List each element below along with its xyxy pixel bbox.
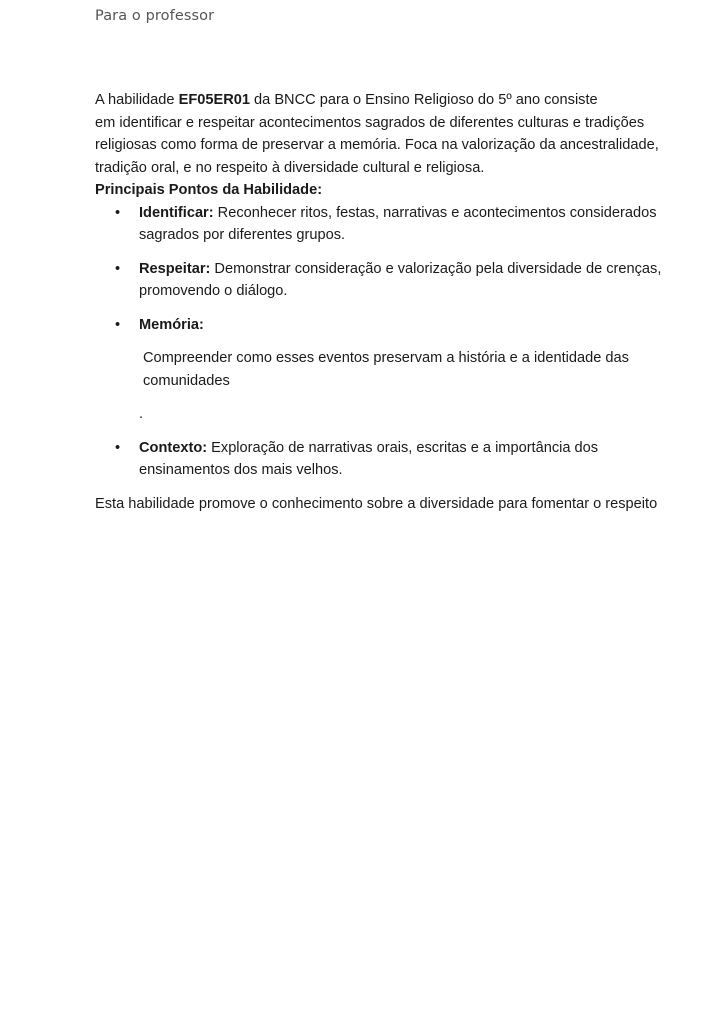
skill-code: EF05ER01 bbox=[178, 92, 250, 108]
list-item-identificar bbox=[95, 202, 675, 247]
list-item-contexto bbox=[95, 437, 675, 482]
intro-line2: em identificar e respeitar acontecimentos sagrados de diferentes culturas e tradições bbox=[95, 114, 645, 131]
bullet-icon: • bbox=[115, 204, 121, 221]
item-label: Contexto: bbox=[139, 439, 208, 456]
item-label: Memória: bbox=[139, 316, 204, 333]
bullet-icon: • bbox=[115, 439, 121, 456]
document-body bbox=[95, 89, 675, 515]
bullet-icon: • bbox=[115, 260, 121, 277]
intro-prefix: A habilidade bbox=[95, 92, 179, 108]
points-list bbox=[95, 202, 675, 482]
section-heading: Principais Pontos da Habilidade: bbox=[95, 182, 323, 198]
item-trailing-dot: . bbox=[139, 406, 144, 422]
item-text: Exploração de narrativas orais, escritas e a importância dos ensinamentos dos mais velhos. bbox=[139, 439, 599, 478]
bullet-icon: • bbox=[115, 316, 121, 333]
intro-line4: tradição oral, e no respeito à diversidade cultural e religiosa. bbox=[95, 159, 485, 176]
intro-line3: religiosas como forma de preservar a memória. Foca na valorização da ancestralidade, bbox=[95, 137, 659, 153]
item-label: Respeitar: bbox=[139, 260, 211, 277]
intro-paragraph bbox=[95, 89, 675, 179]
page-header: Para o professor bbox=[95, 8, 215, 24]
item-text: Reconhecer ritos, festas, narrativas e acontecimentos considerados sagrados por diferentes grupos. bbox=[139, 204, 657, 243]
intro-line1: da BNCC para o Ensino Religioso do 5º ano consiste bbox=[249, 92, 598, 108]
item-text: Demonstrar consideração e valorização pela diversidade de crenças, promovendo o diálogo. bbox=[139, 260, 662, 299]
list-item-memoria bbox=[95, 314, 675, 426]
list-item-respeitar bbox=[95, 258, 675, 303]
closing-paragraph: Esta habilidade promove o conhecimento sobre a diversidade para fomentar o respeito bbox=[95, 495, 658, 512]
item-text: Compreender como esses eventos preservam a história e a identidade das comunidades bbox=[143, 350, 629, 389]
item-label: Identificar: bbox=[139, 204, 214, 221]
